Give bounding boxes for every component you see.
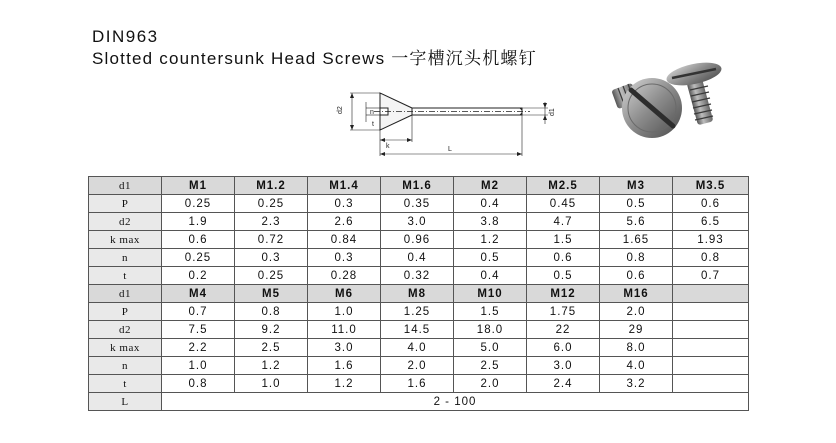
row-label: t bbox=[89, 267, 162, 285]
table-cell: 22 bbox=[527, 321, 600, 339]
row-label: n bbox=[89, 357, 162, 375]
table-cell: 0.3 bbox=[308, 249, 381, 267]
table-cell: 0.28 bbox=[308, 267, 381, 285]
size-header-cell: M4 bbox=[162, 285, 235, 303]
table-row bbox=[89, 231, 749, 249]
table-cell: 0.25 bbox=[162, 195, 235, 213]
table-cell: 6.5 bbox=[673, 213, 749, 231]
size-header-cell: M8 bbox=[381, 285, 454, 303]
table-cell bbox=[673, 375, 749, 393]
table-cell: 8.0 bbox=[600, 339, 673, 357]
table-cell: 2.0 bbox=[454, 375, 527, 393]
table-cell: 2.0 bbox=[381, 357, 454, 375]
table-cell: 1.2 bbox=[235, 357, 308, 375]
table-row bbox=[89, 195, 749, 213]
table-cell: 1.9 bbox=[162, 213, 235, 231]
size-header-cell: M2 bbox=[454, 177, 527, 195]
table-cell bbox=[673, 357, 749, 375]
size-header-cell: M6 bbox=[308, 285, 381, 303]
table-cell: 0.5 bbox=[454, 249, 527, 267]
table-cell: 1.93 bbox=[673, 231, 749, 249]
size-header-cell: M5 bbox=[235, 285, 308, 303]
label-t: t bbox=[372, 121, 374, 128]
table-cell: 0.25 bbox=[235, 195, 308, 213]
table-cell: 0.6 bbox=[673, 195, 749, 213]
spec-table bbox=[88, 176, 749, 411]
table-cell: 2.2 bbox=[162, 339, 235, 357]
table-row bbox=[89, 393, 749, 411]
row-label: d1 bbox=[89, 177, 162, 195]
label-L: L bbox=[448, 146, 452, 153]
table-cell: 3.0 bbox=[308, 339, 381, 357]
table-cell: 0.45 bbox=[527, 195, 600, 213]
table-cell: 0.4 bbox=[381, 249, 454, 267]
table-cell: 0.3 bbox=[308, 195, 381, 213]
table-cell: 3.2 bbox=[600, 375, 673, 393]
table-row bbox=[89, 249, 749, 267]
table-cell: 0.8 bbox=[600, 249, 673, 267]
row-label: k max bbox=[89, 339, 162, 357]
table-cell: 0.84 bbox=[308, 231, 381, 249]
size-header-cell: M3.5 bbox=[673, 177, 749, 195]
length-range-cell: 2 - 100 bbox=[162, 393, 749, 411]
table-cell: 2.6 bbox=[308, 213, 381, 231]
table-cell: 2.3 bbox=[235, 213, 308, 231]
table-cell: 0.6 bbox=[162, 231, 235, 249]
table-cell: 3.0 bbox=[527, 357, 600, 375]
table-cell bbox=[673, 339, 749, 357]
table-cell: 5.0 bbox=[454, 339, 527, 357]
page-title: DIN963 bbox=[92, 27, 159, 46]
table-cell: 0.32 bbox=[381, 267, 454, 285]
row-label: P bbox=[89, 303, 162, 321]
table-row bbox=[89, 267, 749, 285]
table-cell: 3.8 bbox=[454, 213, 527, 231]
size-header-cell: M1.4 bbox=[308, 177, 381, 195]
table-cell: 0.6 bbox=[600, 267, 673, 285]
label-n: n bbox=[370, 109, 374, 116]
table-cell: 0.6 bbox=[527, 249, 600, 267]
table-cell: 2.0 bbox=[600, 303, 673, 321]
row-label: d1 bbox=[89, 285, 162, 303]
table-cell: 0.7 bbox=[673, 267, 749, 285]
table-cell: 0.5 bbox=[600, 195, 673, 213]
table-cell: 0.8 bbox=[673, 249, 749, 267]
table-row bbox=[89, 303, 749, 321]
table-cell: 1.65 bbox=[600, 231, 673, 249]
table-cell: 0.25 bbox=[162, 249, 235, 267]
table-cell: 1.25 bbox=[381, 303, 454, 321]
spec-table-body bbox=[89, 177, 749, 411]
table-cell: 0.25 bbox=[235, 267, 308, 285]
size-header-cell bbox=[673, 285, 749, 303]
row-label: L bbox=[89, 393, 162, 411]
size-header-cell: M2.5 bbox=[527, 177, 600, 195]
table-cell: 14.5 bbox=[381, 321, 454, 339]
screw-technical-drawing bbox=[336, 84, 568, 160]
table-row bbox=[89, 321, 749, 339]
row-label: d2 bbox=[89, 321, 162, 339]
table-cell: 0.3 bbox=[235, 249, 308, 267]
table-cell: 1.0 bbox=[235, 375, 308, 393]
table-cell: 1.0 bbox=[162, 357, 235, 375]
table-cell bbox=[673, 303, 749, 321]
size-header-cell: M10 bbox=[454, 285, 527, 303]
table-cell bbox=[673, 321, 749, 339]
table-cell: 1.6 bbox=[381, 375, 454, 393]
table-cell: 0.96 bbox=[381, 231, 454, 249]
size-header-cell: M1.2 bbox=[235, 177, 308, 195]
screw-front bbox=[611, 78, 682, 138]
size-header-cell: M12 bbox=[527, 285, 600, 303]
table-cell: 0.4 bbox=[454, 195, 527, 213]
table-cell: 0.8 bbox=[162, 375, 235, 393]
label-d2: d2 bbox=[337, 106, 344, 114]
table-cell: 7.5 bbox=[162, 321, 235, 339]
table-cell: 2.4 bbox=[527, 375, 600, 393]
size-header-cell: M1 bbox=[162, 177, 235, 195]
table-cell: 0.72 bbox=[235, 231, 308, 249]
table-cell: 29 bbox=[600, 321, 673, 339]
row-label: P bbox=[89, 195, 162, 213]
table-cell: 6.0 bbox=[527, 339, 600, 357]
table-cell: 5.6 bbox=[600, 213, 673, 231]
table-cell: 0.5 bbox=[527, 267, 600, 285]
row-label: d2 bbox=[89, 213, 162, 231]
table-row bbox=[89, 177, 749, 195]
size-header-cell: M1.6 bbox=[381, 177, 454, 195]
table-cell: 0.35 bbox=[381, 195, 454, 213]
label-d1: d1 bbox=[549, 108, 556, 116]
table-cell: 1.6 bbox=[308, 357, 381, 375]
table-cell: 1.0 bbox=[308, 303, 381, 321]
table-cell: 0.7 bbox=[162, 303, 235, 321]
table-cell: 18.0 bbox=[454, 321, 527, 339]
row-label: k max bbox=[89, 231, 162, 249]
table-cell: 0.4 bbox=[454, 267, 527, 285]
size-header-cell: M3 bbox=[600, 177, 673, 195]
table-cell: 1.2 bbox=[454, 231, 527, 249]
table-cell: 1.5 bbox=[527, 231, 600, 249]
table-cell: 1.75 bbox=[527, 303, 600, 321]
size-header-cell: M16 bbox=[600, 285, 673, 303]
row-label: t bbox=[89, 375, 162, 393]
table-cell: 1.5 bbox=[454, 303, 527, 321]
table-cell: 2.5 bbox=[454, 357, 527, 375]
table-cell: 11.0 bbox=[308, 321, 381, 339]
table-cell: 3.0 bbox=[381, 213, 454, 231]
table-cell: 1.2 bbox=[308, 375, 381, 393]
table-cell: 2.5 bbox=[235, 339, 308, 357]
screw-product-photo bbox=[606, 60, 736, 152]
table-row bbox=[89, 339, 749, 357]
row-label: n bbox=[89, 249, 162, 267]
table-row bbox=[89, 375, 749, 393]
table-cell: 9.2 bbox=[235, 321, 308, 339]
table-cell: 4.0 bbox=[381, 339, 454, 357]
table-cell: 0.2 bbox=[162, 267, 235, 285]
table-row bbox=[89, 285, 749, 303]
label-k: k bbox=[386, 143, 390, 150]
table-cell: 0.8 bbox=[235, 303, 308, 321]
page-subtitle: Slotted countersunk Head Screws 一字槽沉头机螺钉 bbox=[92, 49, 537, 68]
table-cell: 4.0 bbox=[600, 357, 673, 375]
table-cell: 4.7 bbox=[527, 213, 600, 231]
table-row bbox=[89, 357, 749, 375]
table-row bbox=[89, 213, 749, 231]
